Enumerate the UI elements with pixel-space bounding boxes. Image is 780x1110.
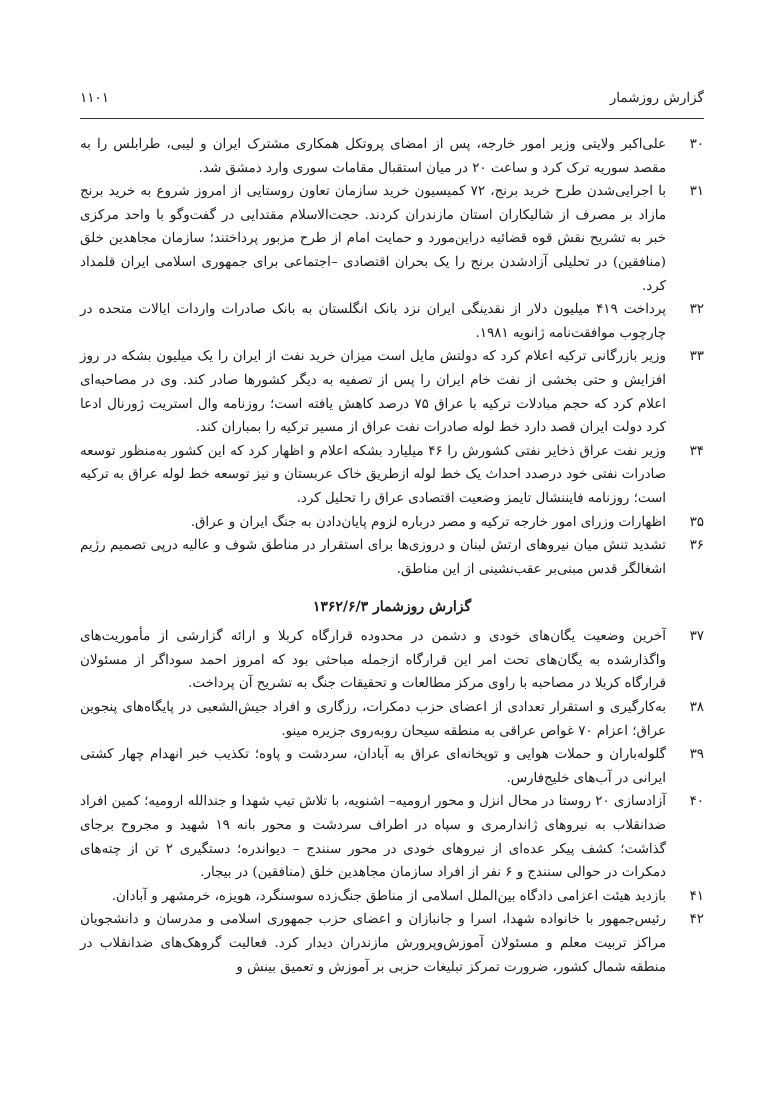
entry-number: ۳۸ — [689, 700, 704, 716]
entry-item — [80, 908, 704, 979]
entry-text: با اجرایی‌شدن طرح خرید برنج، ۷۲ کمیسیون خرید سازمان تعاون روستایی از امروز شروع به خرید برنج مازاد بر مصرف از شالیکاران استان مازندران کردند. حجت‌الاسلام مقتدایی در گفت‌وگو با واحد مرکزی خبر به تشریح نقش قوه قضائیه دراین‌مورد و حمایت امام از طرح مزبور پرداختند؛ سازمان مجاهدین خلق (منافقین) در تحلیلی آزادشدن برنج را یک بحران اقتصادی –اجتماعی برای جمهوری اسلامی ایران قلمداد کرد. — [80, 184, 666, 294]
entry-text: وزیر بازرگانی ترکیه اعلام کرد که دولتش مایل است میزان خرید نفت از ایران را یک میلیون بشکه در روز افزایش و حتی بخشی از نفت خام ایران را پس از تصفیه به دیگر کشورها صادر کند. وی در مصاحبه‌ای اعلام کرد که حجم مبادلات ترکیه با عراق ۷۵ درصد کاهش یافته است؛ روزنامه وال استریت ژورنال ادعا کرد دولت ایران قصد دارد خط لوله صادرات نفت عراق از مسیر ترکیه را بمباران کند. — [80, 349, 666, 436]
entry-item — [80, 511, 704, 535]
entry-number: ۳۱ — [689, 184, 704, 200]
entry-item — [80, 743, 704, 790]
entry-text: بازدید هیئت اعزامی دادگاه بین‌الملل اسلامی از مناطق جنگ‌زده سوسنگرد، هویزه، خرمشهر و آبادان. — [111, 888, 666, 904]
entries-list-top — [80, 133, 704, 581]
entry-number: ۳۹ — [689, 747, 704, 763]
entry-text: تشدید تنش میان نیروهای ارتش لبنان و دروزی‌ها برای استقرار در مناطق شوف و عالیه درپی تصمیم رژیم اشغالگر قدس مبنی‌بر عقب‌نشینی از این مناطق. — [80, 538, 666, 577]
entry-item — [80, 790, 704, 884]
entry-text: اظهارات وزرای امور خارجه ترکیه و مصر درباره لزوم پایان‌دادن به جنگ ایران و عراق. — [190, 514, 666, 530]
page-header — [80, 90, 704, 116]
entry-text: گلوله‌باران و حملات هوایی و توپخانه‌ای عراق به آبادان، سردشت و پاوه؛ تکذیب خبر انهدام چهار کشتی ایرانی در آب‌های خلیج‌فارس. — [80, 747, 666, 786]
entry-number: ۳۵ — [689, 514, 704, 530]
entry-item — [80, 298, 704, 345]
entry-text: آخرین وضعیت یگان‌های خودی و دشمن در محدوده قرارگاه کربلا و ارائه گزارشی از مأموریت‌های واگذارشده به یگان‌های تحت امر این قرارگاه ازجمله مباحثی بود که امروز احمد سوداگر از مسئولان قرارگاه کربلا در مصاحبه با راوی مرکز مطالعات و تحقیقات جنگ به تشریح آن پرداخت. — [80, 629, 666, 692]
entry-item — [80, 534, 704, 581]
entry-number: ۴۲ — [689, 912, 704, 928]
entry-item — [80, 696, 704, 743]
entry-number: ۳۶ — [689, 538, 704, 554]
entry-number: ۳۰ — [689, 137, 704, 152]
entry-number: ۳۳ — [689, 349, 704, 365]
entry-item — [80, 345, 704, 439]
entry-number: ۳۴ — [689, 443, 704, 459]
header-divider — [80, 118, 704, 119]
page-number: ۱۱۰۱ — [80, 90, 110, 106]
entries-list-bottom — [80, 625, 704, 979]
entry-item — [80, 440, 704, 511]
entry-item — [80, 180, 704, 298]
entry-item — [80, 885, 704, 909]
entry-number: ۴۱ — [689, 888, 704, 904]
entry-text: آزادسازی ۲۰ روستا در محال انزل و محور ارومیه– اشنویه، با تلاش تیپ شهدا و جندالله ارومیه؛ کمین افراد ضدانقلاب به نیروهای ژاندارمری و سپاه در اطراف سردشت و محور بانه ۱۹ شهید و مجروح برجای گذاشت؛ کشف پیکر عده‌ای از نیروهای خودی در محور سنندج – دیواندره؛ دستگیری ۲ تن از چته‌های دمکرات در حوالی سنندج و ۶ نفر از افراد سازمان مجاهدین خلق (منافقین) در بیجار. — [80, 794, 666, 881]
document-page — [80, 90, 704, 979]
entry-number: ۳۷ — [689, 629, 704, 645]
section-title: گزارش روزشمار ۱۳۶۲/۶/۳ — [312, 599, 472, 616]
entry-number: ۳۲ — [689, 302, 704, 318]
entry-item — [80, 133, 704, 180]
entry-number: ۴۰ — [689, 794, 704, 810]
entry-text: به‌کارگیری و استقرار تعدادی از اعضای حزب دمکرات، رزگاری و افراد جیش‌الشعبی در پایگاه‌های پنجوین عراق؛ اعزام ۷۰ غواص عراقی به منطقه سیحان روبه‌روی جزیره مینو. — [80, 700, 666, 739]
entry-text: رئیس‌جمهور با خانواده شهدا، اسرا و جانبازان و اعضای حزب جمهوری اسلامی و مدرسان و دانشجویان مراکز تربیت معلم و مسئولان آموزش‌وپرورش مازندران دیدار کرد. فعالیت گروهک‌های ضدانقلاب در منطقه شمال کشور، ضرورت تمرکز تبلیغات حزبی بر آموزش و تعمیق بینش و — [80, 912, 666, 975]
entry-text: علی‌اکبر ولایتی وزیر امور خارجه، پس از امضای پروتکل همکاری مشترک ایران و لیبی، طرابلس را به مقصد سوریه ترک کرد و ساعت ۲۰ در میان استقبال مقامات سوری وارد دمشق شد. — [80, 137, 666, 176]
entry-text: پرداخت ۴۱۹ میلیون دلار از نقدینگی ایران نزد بانک انگلستان به بانک صادرات واردات ایالات متحده در چارچوب موافقت‌نامه ژانویه ۱۹۸۱. — [80, 302, 666, 341]
entry-text: وزیر نفت عراق ذخایر نفتی کشورش را ۴۶ میلیارد بشکه اعلام و اظهار کرد که این کشور به‌منظور توسعه صادرات نفتی خود درصدد احداث یک خط لوله ازطریق خاک عربستان و نیز توسعه خط لوله عراق به ترکیه است؛ روزنامه فایننشال تایمز وضعیت اقتصادی عراق را تحلیل کرد. — [80, 443, 667, 506]
entry-item — [80, 625, 704, 696]
running-title: گزارش روزشمار — [609, 90, 704, 106]
